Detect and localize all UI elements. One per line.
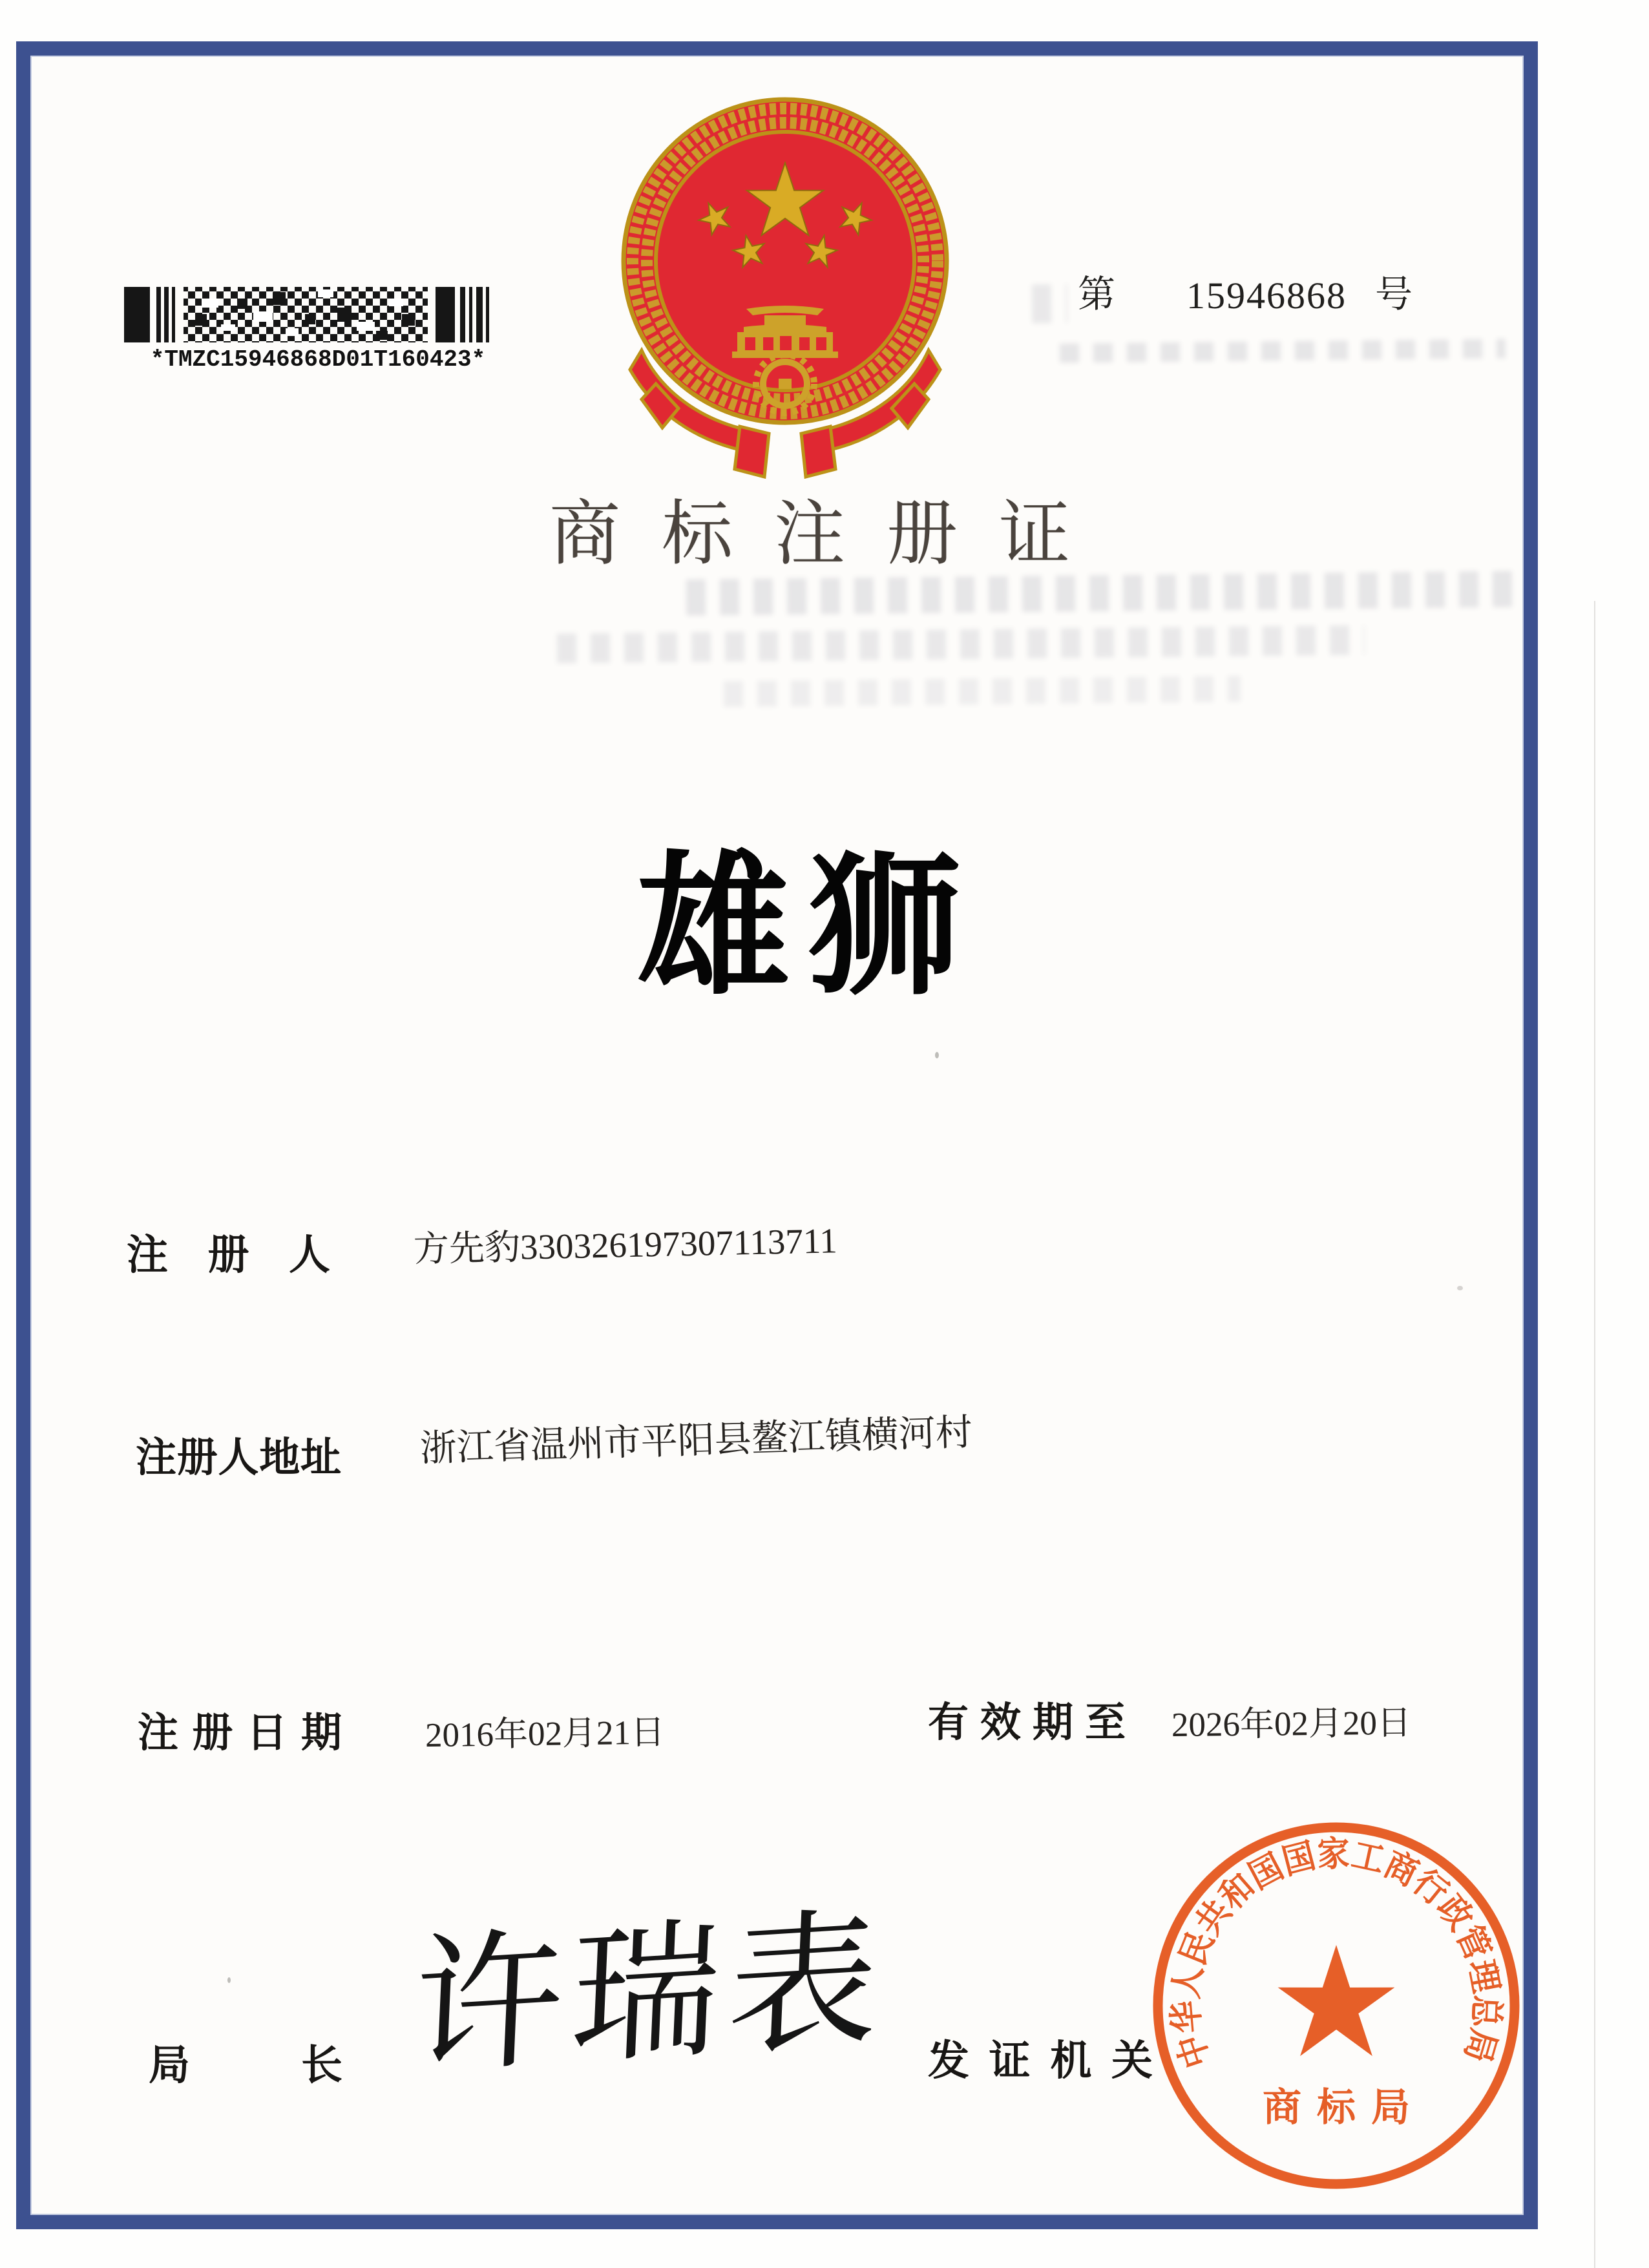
bleed-through-line — [724, 676, 1241, 707]
bleed-through-mark — [1032, 284, 1068, 324]
seal-star-icon — [1278, 1945, 1395, 2056]
official-seal — [1142, 1811, 1530, 2198]
national-emblem — [617, 92, 953, 479]
official-seal-graphic — [1142, 1811, 1530, 2198]
certificate-title: 商标注册证 — [549, 495, 1111, 574]
valid-until-value: 2026年02月20日 — [1171, 1704, 1412, 1744]
scan-speck — [227, 1977, 231, 1983]
valid-until-label: 有效期至 — [928, 1700, 1126, 1745]
cert-number-suffix: 号 — [1375, 273, 1413, 315]
registration-date-label: 注册日期 — [138, 1710, 342, 1756]
trademark-name: 雄狮 — [636, 843, 978, 1013]
scan-speck — [1457, 1286, 1463, 1290]
registration-date-value: 2016年02月21日 — [425, 1714, 666, 1754]
cert-number: 15946868 — [1186, 275, 1347, 317]
seal-ring-text: 中华人民共和国国家工商行政管理总局 — [1166, 1834, 1506, 2073]
issuing-authority-label: 发证机关 — [928, 2038, 1153, 2084]
scan-fold-line — [1594, 601, 1595, 2268]
scan-speck — [935, 1052, 939, 1058]
registrant-value: 方先豹330326197307113711 — [413, 1221, 838, 1269]
barcode-text: *TMZC15946868D01T160423* — [150, 346, 486, 373]
barcode — [124, 284, 512, 346]
barcode-graphic — [124, 284, 512, 346]
director-label: 局长 — [149, 2042, 342, 2088]
national-emblem-graphic — [617, 92, 953, 479]
director-signature: 许瑞表 — [410, 1897, 890, 2094]
cert-number-prefix: 第 — [1078, 273, 1116, 315]
registrant-address-value: 浙江省温州市平阳县鳌江镇横河村 — [419, 1412, 973, 1469]
seal-bottom-text: 商标局 — [1263, 2086, 1425, 2129]
registrant-address-label: 注册人地址 — [136, 1435, 341, 1480]
registrant-label: 注册人 — [127, 1232, 330, 1278]
